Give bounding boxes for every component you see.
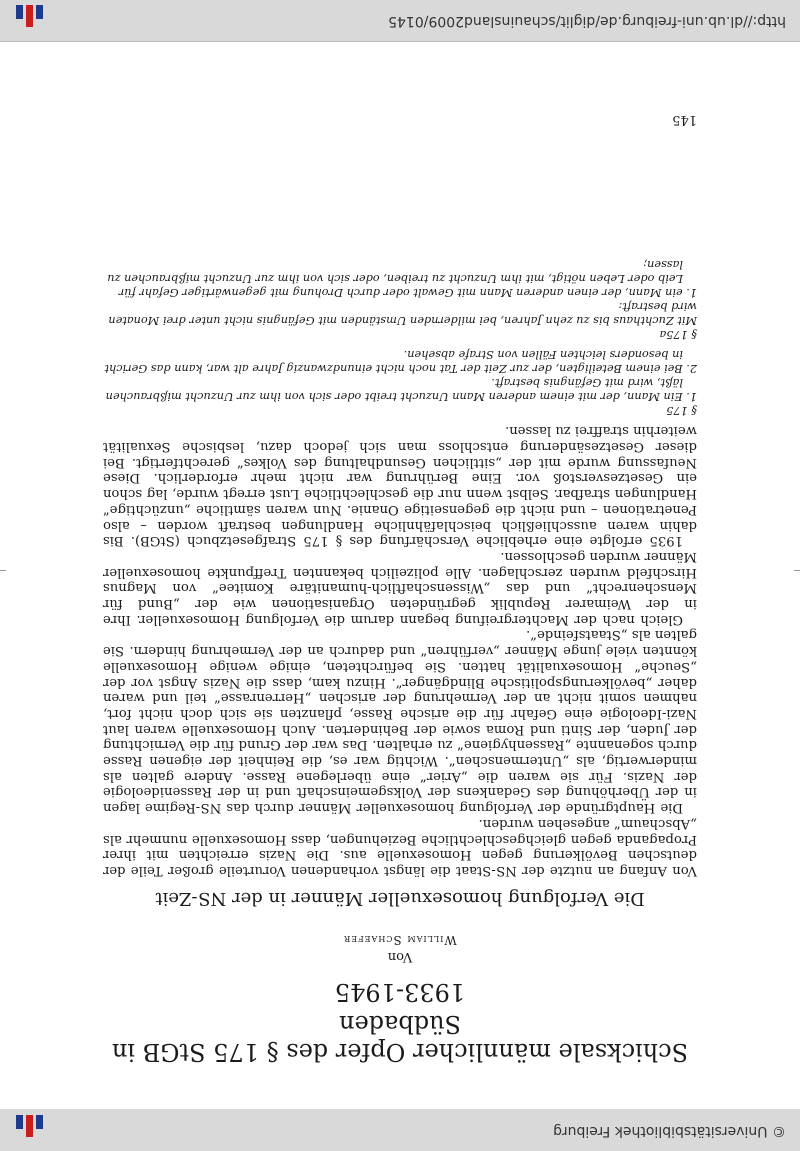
paragraph-2: Die Hauptgründe der Verfolgung homosexueller Männer durch das NS-Regime lagen in der Überhöhung des Gedankens der Volksgemeinschaft und in der Rassenideologie der Nazis. Für sie waren die „Arier“ eine überlegene Rasse. Andere galten als minderwertig, als „Untermenschen“. Wichtig war es, die Reinheit der eigenen Rasse durch sogenannte „Rassenhygiene“ zu erhalten. Das war der Grund für die Vernichtung der Juden, der Sinti und Roma sowie der Behinderten. Auch Homosexuelle waren laut Nazi-Ideologie eine Gefahr für die arische Rasse, pflanzten sie sich doch nicht fort, nahmen somit nicht an der Vermehrung der arischen „Herrenrasse“ teil und waren daher „bevölkerungspolitische Blindgänger“. Hinzu kam, dass die Nazis Angst vor der „Seuche“ Homosexualität hatten. Sie befürchteten, einige wenige Homosexuelle könnten viele junge Männer „verführen“ und dadurch an der Vermehrung hindern. Sie galten als „Staatsfeinde“.: [103, 627, 697, 816]
paragraph-3: Gleich nach der Machtergreifung begann darum die Verfolgung Homosexueller. Ihre in der Weimarer Republik gegründeten Organisationen wie der „Bund für Menschenrecht“ und das „Wissenschaftlich-humanitäre Komitee“ von Magnus Hirschfeld wurden zerschlagen. Alle polizeilich bekannten Treffpunkte homosexueller Männer wurden geschlossen.: [103, 548, 697, 627]
law-section-175a-intro: Mit Zuchthaus bis zu zehn Jahren, bei mildernden Umständen mit Gefängnis nicht unter drei Monaten wird bestraft:: [108, 299, 697, 327]
author-prefix: Von: [387, 949, 413, 964]
library-logo-icon-bottom: [8, 5, 48, 35]
author-name: William Schaefer: [343, 933, 457, 947]
library-logo-icon: [8, 1115, 48, 1145]
url-bar: [0, 0, 800, 42]
paragraph-4: 1935 erfolgte eine erhebliche Verschärfung des § 175 Strafgesetzbuch (StGB). Bis dahin waren ausschließlich beischlafähnliche Handlungen bestraft worden – also Penetrationen – und nicht die gegenseitige Onanie. Nun waren sämtliche „unzüchtige“ Handlungen strafbar. Selbst wenn nur die geschlechtliche Lust erregt wurde, lag schon ein Gesetzesverstoß vor. Eine Berührung war nicht mehr erforderlich. Diese Neufassung wurde mit der „sittlichen Gesundhaltung des Volkes“ gerechtfertigt. Bei dieser Gesetzesänderung entschloss man sich jedoch dazu, lesbische Sexualität weiterhin straffrei zu lassen.: [103, 423, 697, 549]
law-section-175a-heading: § 175a: [659, 327, 697, 341]
article-years: 1933-1945: [334, 978, 466, 1006]
margin-tick-left: [794, 570, 800, 571]
article-title: Schicksale männlicher Opfer des § 175 StGB in Südbaden: [111, 1010, 689, 1066]
law-section-175a-item-1: 1. ein Mann, der einen anderen Mann mit Gewalt oder durch Drohung mit gegenwärtiger Gefahr für Leib oder Leben nötigt, mit ihm Unzucht zu treiben, oder sich von ihm zur Unzucht mißbrauchen zu lassen;: [107, 257, 697, 299]
copyright-text: © Universitätsbibliothek Freiburg: [553, 1123, 786, 1139]
copyright-bar: [0, 1109, 800, 1151]
law-section-175-item-1: 1. Ein Mann, der mit einem anderen Mann Unzucht treibt oder sich von ihm zur Unzucht mißbrauchen läßt, wird mit Gefängnis bestraft.: [105, 375, 697, 403]
paragraph-1: Von Anfang an nutzte der NS-Staat die längst vorhandenen Vorurteile großer Teile der deutschen Bevölkerung gegen Homosexuelle aus. Die Nazis erreichten mit ihrer Propaganda gegen gleichgeschlechtliche Beziehungen, dass Homosexuelle nunmehr als „Abschaum“ angesehen wurden.: [103, 815, 697, 878]
article: [103, 257, 697, 1066]
law-section-175-item-2: 2. Bei einem Beteiligten, der zur Zeit der Tat noch nicht einundzwanzig Jahre alt war, kann das Gericht in besonders leichten Fällen von Strafe absehen.: [104, 347, 697, 375]
url-text: http://dl.ub.uni-freiburg.de/diglit/schauinsland2009/0145: [388, 13, 786, 29]
law-section-175-heading: § 175: [666, 403, 697, 417]
section-heading: Die Verfolgung homosexueller Männer in der NS-Zeit: [155, 888, 645, 909]
page-number: 145: [672, 112, 697, 127]
law-quote: [103, 257, 697, 417]
margin-tick-right: [0, 570, 6, 571]
